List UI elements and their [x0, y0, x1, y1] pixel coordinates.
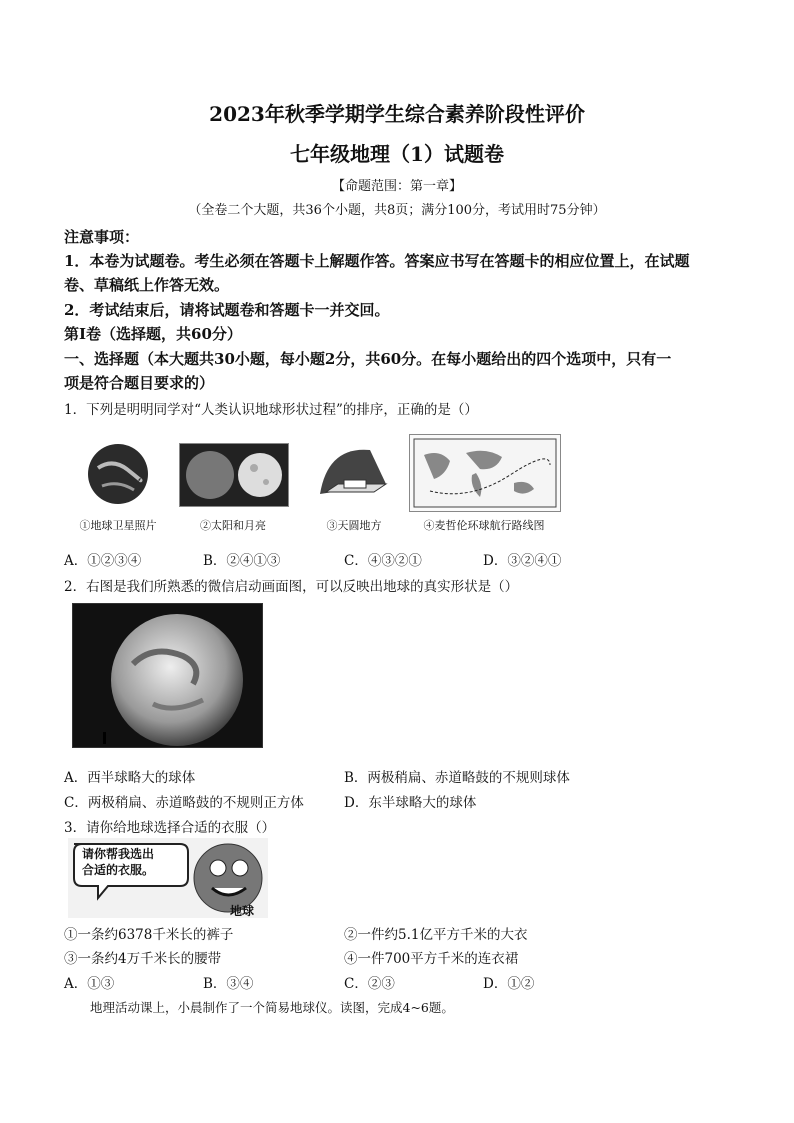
q2-option-c: C．两极稍扁、赤道略鼓的不规则正方体	[64, 795, 304, 811]
q2-option-a: A．西半球略大的球体	[64, 770, 196, 786]
q3-image-earth-cartoon	[68, 838, 268, 918]
q3-stem: 3．请你给地球选择合适的衣服（）	[64, 820, 276, 836]
note-1a: 1．本卷为试题卷。考生必须在答题卡上解题作答。答案应书写在答题卡的相应位置上，在试题	[64, 252, 690, 270]
q3-bubble-line1: 请你帮我选出	[82, 847, 155, 861]
q3-item-1: ①一条约6378千米长的裤子	[64, 927, 234, 943]
q1-image-magellan-map	[409, 434, 561, 512]
section-1a: 一、选择题（本大题共30小题，每小题2分，共60分。在每小题给出的四个选项中，只有一	[64, 350, 672, 368]
q2-option-d: D．东半球略大的球体	[344, 795, 477, 811]
q3-item-3: ③一条约4万千米长的腰带	[64, 951, 222, 967]
q3-option-a: A．①③	[64, 976, 115, 992]
q1-option-c: C．④③②①	[344, 553, 422, 569]
q3-earth-label: 地球	[230, 904, 255, 918]
q4-6-lead: 地理活动课上，小晨制作了一个简易地球仪。读图，完成4~6题。	[90, 1000, 454, 1015]
exam-info: （全卷二个大题，共36个小题，共8页；满分100分，考试用时75分钟）	[188, 203, 606, 218]
part-heading: 第Ⅰ卷（选择题，共60分）	[64, 325, 242, 343]
q3-item-4: ④一件700平方千米的连衣裙	[344, 951, 519, 967]
notes-heading: 注意事项：	[64, 228, 140, 246]
q1-option-b: B．②④①③	[203, 553, 281, 569]
q1-image-sun-moon	[179, 443, 289, 507]
q1-option-a: A．①②③④	[64, 553, 142, 569]
q1-caption-4: ④麦哲伦环球航行路线图	[423, 519, 545, 532]
q3-option-c: C．②③	[344, 976, 395, 992]
exam-title: 2023年秋季学期学生综合素养阶段性评价	[209, 102, 585, 126]
q1-image-tianyuan-difang	[314, 440, 392, 506]
q1-image-satellite	[78, 440, 158, 510]
section-1b: 项是符合题目要求的）	[64, 374, 215, 392]
q1-caption-3: ③天圆地方	[326, 519, 382, 532]
q1-caption-2: ②太阳和月亮	[200, 519, 266, 532]
q1-stem: 1．下列是明明同学对“人类认识地球形状过程”的排序，正确的是（）	[64, 402, 478, 418]
q3-option-d: D．①②	[483, 976, 535, 992]
note-1b: 卷、草稿纸上作答无效。	[64, 276, 230, 294]
q3-item-2: ②一件约5.1亿平方千米的大衣	[344, 927, 528, 943]
exam-scope: 【命题范围：第一章】	[331, 179, 462, 194]
exam-subtitle: 七年级地理（1）试题卷	[290, 142, 504, 166]
q3-option-b: B．③④	[203, 976, 254, 992]
q2-stem: 2．右图是我们所熟悉的微信启动画面图，可以反映出地球的真实形状是（）	[64, 579, 519, 595]
q3-bubble-line2: 合适的衣服。	[82, 863, 155, 877]
q1-option-d: D．③②④①	[483, 553, 562, 569]
note-2: 2．考试结束后，请将试题卷和答题卡一并交回。	[64, 301, 390, 319]
q2-option-b: B．两极稍扁、赤道略鼓的不规则球体	[344, 770, 570, 786]
q2-image-wechat-earth	[72, 603, 263, 748]
q1-caption-1: ①地球卫星照片	[79, 519, 157, 532]
